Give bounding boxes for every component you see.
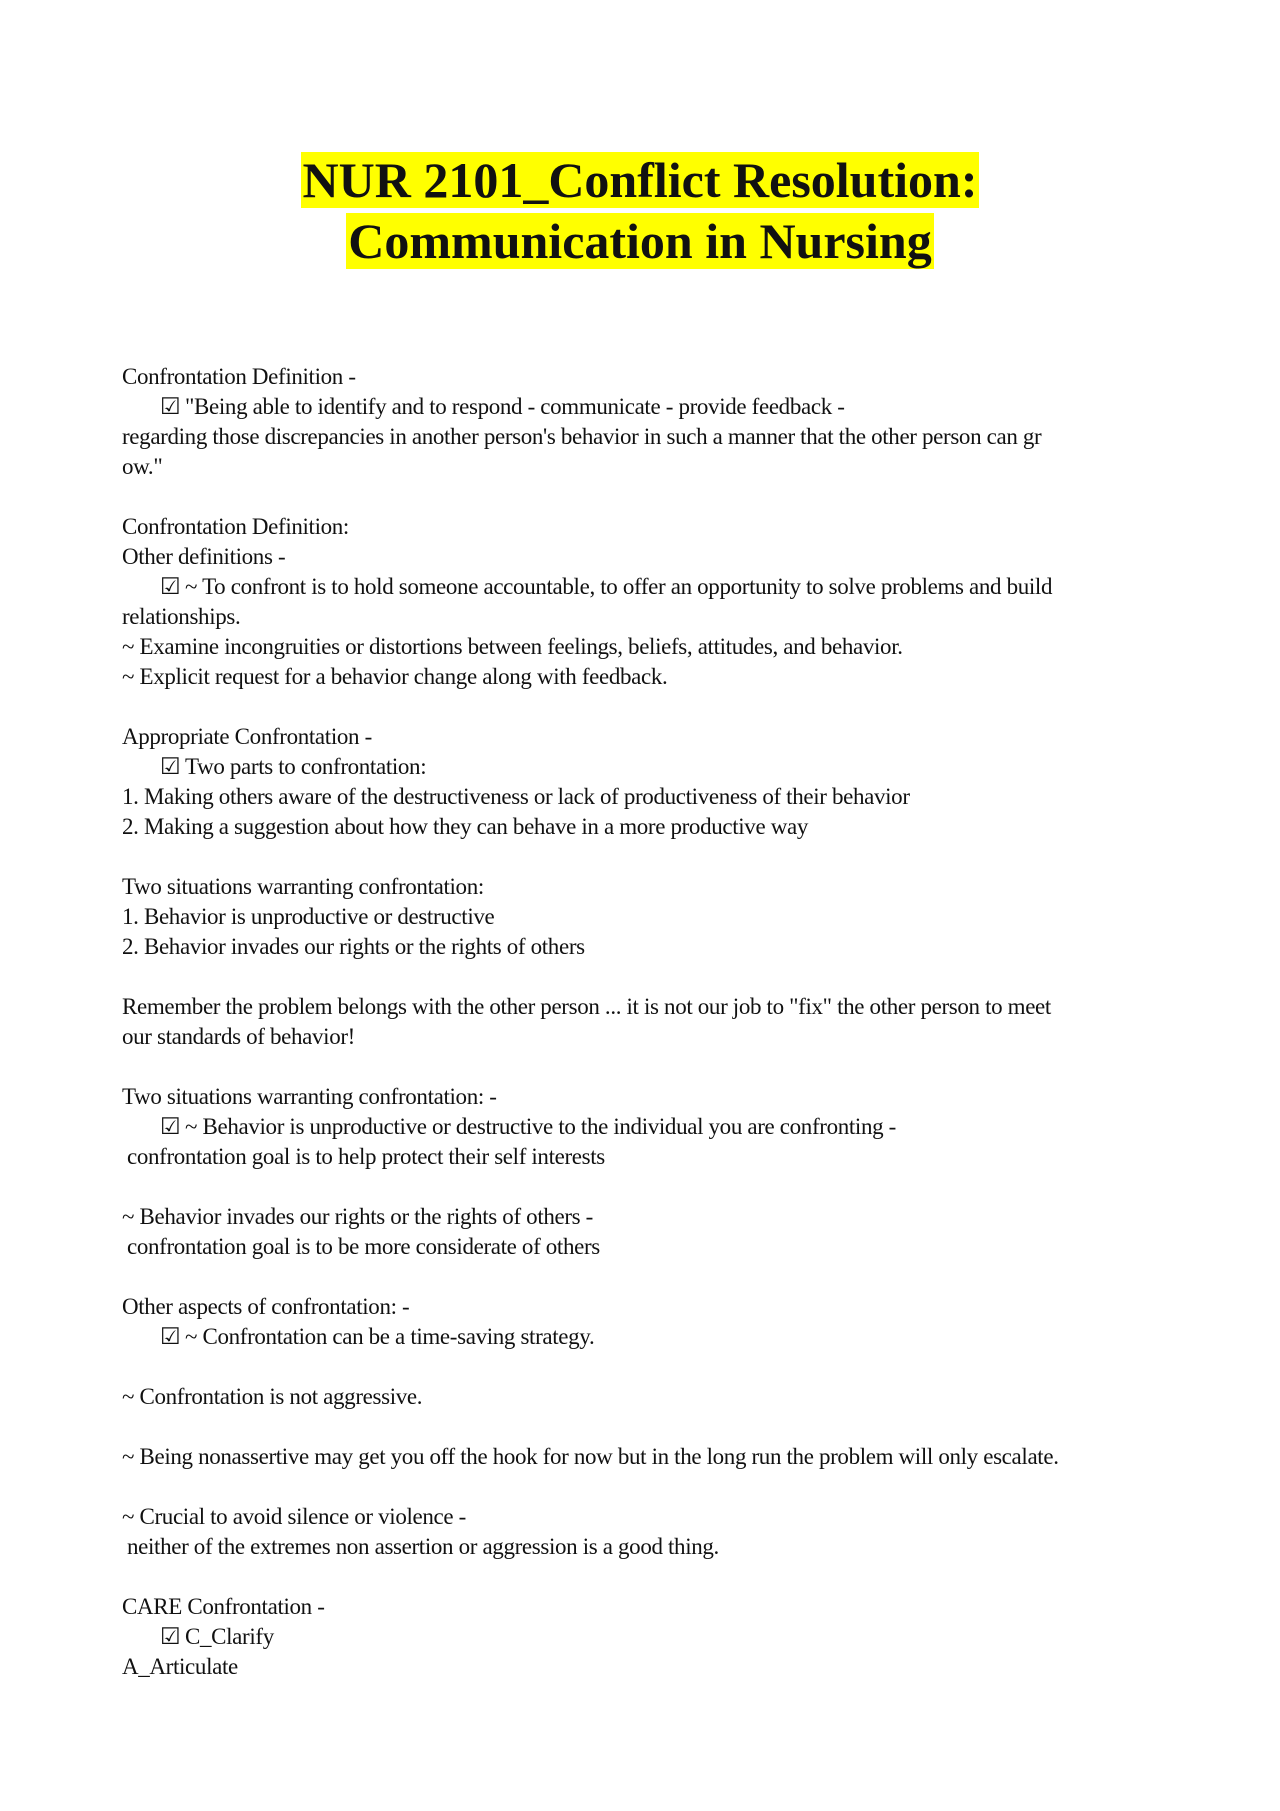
checkbox-icon: ☑ [160,1114,181,1139]
flashcard-answer: ☑ "Being able to identify and to respond - communicate - provide feedback - [122,392,1162,422]
answer-text: ~ Crucial to avoid silence or violence - [122,1504,466,1529]
answer-text: confrontation goal is to be more considerate of others [127,1234,600,1259]
list-item: 1. Behavior is unproductive or destructive [122,904,495,929]
answer-text: 1. Making others aware of the destructiveness or lack of productiveness of their behavior [122,784,910,809]
title-line-2: Communication in Nursing [348,213,932,269]
flashcard-answer: ☑ ~ To confront is to hold someone accountable, to offer an opportunity to solve problems and build [122,572,1162,602]
checkbox-icon: ☑ [160,1324,181,1349]
flashcard-term: CARE Confrontation - [122,1594,325,1619]
document-body [122,362,1162,1682]
checkbox-icon: ☑ [160,754,181,779]
checkbox-icon: ☑ [160,394,181,419]
flashcard-term: Two situations warranting confrontation: [122,874,484,899]
note-text: Remember the problem belongs with the other person ... it is not our job to "fix" the other person to meet [122,994,1051,1019]
title-line-1: NUR 2101_Conflict Resolution: [302,152,978,208]
answer-text: ~ Explicit request for a behavior change along with feedback. [122,664,668,689]
flashcard-answer: ☑ ~ Confrontation can be a time-saving strategy. [122,1322,1162,1352]
flashcard-answer: ☑ C_Clarify [122,1622,1162,1652]
list-item: 2. Behavior invades our rights or the rights of others [122,934,585,959]
document-title [0,150,1280,272]
flashcard-term: Other definitions - [122,544,286,569]
flashcard-term: Confrontation Definition - [122,364,356,389]
answer-text: regarding those discrepancies in another person's behavior in such a manner that the other person can gr [122,424,1042,449]
answer-text: A_Articulate [122,1654,238,1679]
answer-text: ~ Examine incongruities or distortions between feelings, beliefs, attitudes, and behavior. [122,634,903,659]
answer-text: confrontation goal is to help protect their self interests [127,1144,605,1169]
answer-text: ~ Behavior invades our rights or the rights of others - [122,1204,593,1229]
answer-text: ~ Being nonassertive may get you off the hook for now but in the long run the problem will only escalate. [122,1444,1059,1469]
answer-text: relationships. [122,604,241,629]
flashcard-answer: ☑ ~ Behavior is unproductive or destructive to the individual you are confronting - [122,1112,1162,1142]
answer-text: 2. Making a suggestion about how they can behave in a more productive way [122,814,808,839]
note-text: our standards of behavior! [122,1024,355,1049]
checkbox-icon: ☑ [160,574,181,599]
flashcard-term: Appropriate Confrontation - [122,724,372,749]
answer-text: ow." [122,454,163,479]
checkbox-icon: ☑ [160,1624,181,1649]
flashcard-term: Other aspects of confrontation: - [122,1294,410,1319]
answer-text: neither of the extremes non assertion or aggression is a good thing. [127,1534,719,1559]
answer-text: ~ Confrontation is not aggressive. [122,1384,423,1409]
flashcard-term: Two situations warranting confrontation: - [122,1084,497,1109]
flashcard-term: Confrontation Definition: [122,514,349,539]
flashcard-answer: ☑ Two parts to confrontation: [122,752,1162,782]
